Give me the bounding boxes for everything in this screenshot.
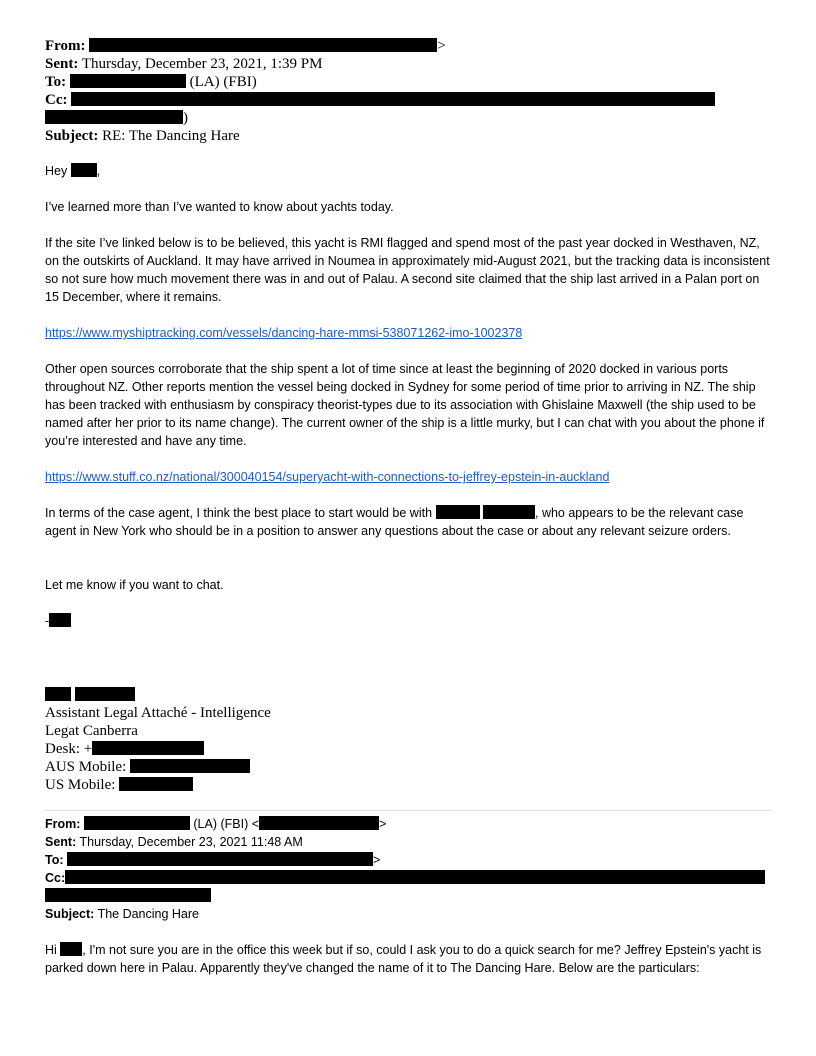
reply-to-label: To: (45, 74, 67, 90)
original-cc-line (45, 869, 765, 887)
greeting-prefix: Hey (45, 164, 68, 178)
redaction (67, 852, 373, 866)
reply-cc-line-2 (45, 109, 188, 127)
redaction (259, 816, 379, 830)
us-mobile-label: US Mobile: (45, 777, 116, 793)
signature-title: Assistant Legal Attaché - Intelligence (45, 705, 271, 721)
reply-cc-tail: ) (183, 110, 188, 126)
original-to-line (45, 851, 380, 869)
redaction (45, 888, 211, 902)
myshiptracking-link[interactable]: https://www.myshiptracking.com/vessels/dancing-hare-mmsi-538071262-imo-1002378 (45, 326, 523, 340)
redaction (75, 687, 135, 701)
signoff-dash: - (45, 614, 50, 628)
original-subject-value: The Dancing Hare (97, 907, 200, 921)
redaction (60, 942, 82, 956)
redaction (119, 777, 193, 791)
reply-cc-line (45, 91, 715, 109)
reply-paragraph-5: Let me know if you want to chat. (45, 578, 224, 592)
aus-mobile-label: AUS Mobile: (45, 759, 127, 775)
redaction (49, 613, 71, 627)
reply-subject-line (45, 127, 240, 145)
redaction (89, 38, 437, 52)
redaction (436, 505, 480, 519)
reply-paragraph-1: I’ve learned more than I’ve wanted to know about yachts today. (45, 200, 394, 214)
redaction (92, 741, 204, 755)
original-body-prefix: Hi (45, 943, 57, 957)
signature-office: Legat Canberra (45, 723, 138, 739)
original-cc-line-2 (45, 887, 211, 905)
reply-subject-label: Subject: (45, 128, 99, 144)
reply-sent-value: Thursday, December 23, 2021, 1:39 PM (81, 56, 323, 72)
reply-to-tail: (LA) (FBI) (189, 74, 257, 90)
redaction (70, 74, 186, 88)
original-from-line (45, 815, 386, 833)
redaction (45, 110, 183, 124)
original-to-label: To: (45, 853, 64, 867)
redaction (45, 687, 71, 701)
original-from-tail: > (379, 817, 387, 831)
reply-from-label: From: (45, 38, 86, 54)
redaction (71, 92, 715, 106)
signature-desk (45, 740, 204, 758)
original-subject-line (45, 905, 199, 923)
reply-from-tail: > (437, 38, 446, 54)
original-sent-value: Thursday, December 23, 2021 11:48 AM (79, 835, 303, 849)
original-from-mid: (LA) (FBI) < (193, 817, 260, 831)
signature-us-mobile (45, 776, 193, 794)
redaction (65, 870, 765, 884)
reply-subject-value: RE: The Dancing Hare (102, 128, 240, 144)
original-sent-label: Sent: (45, 835, 77, 849)
reply-greeting (45, 162, 100, 180)
case-agent-prefix: In terms of the case agent, I think the best place to start would be with (45, 506, 433, 520)
reply-paragraph-3: Other open sources corroborate that the ship spent a lot of time since at least the beginning of 2020 docked in various ports throughout NZ. Other reports mention the vessel being docked in Sydney for some period of time prior to arriving in NZ. The ship has been tracked with enthusiasm by conspiracy theorist-types due to its association with Ghislaine Maxwell (the ship used to be named after her prior to its name change). The current owner of the ship is a little murky, but I can chat with you about the phone if you’re interested and have any time. (45, 362, 765, 448)
original-sent-line (45, 833, 303, 851)
reply-from-line (45, 37, 446, 55)
redaction (71, 163, 97, 177)
reply-to-line (45, 73, 257, 91)
message-divider (45, 810, 772, 811)
case-agent-suffix: , who appears to be the relevant case agent in New York who should be in a position to answer any questions about the case or about any relevant seizure orders. (45, 506, 744, 538)
signature-aus-mobile (45, 758, 250, 776)
reply-sent-label: Sent: (45, 56, 79, 72)
original-body (45, 941, 773, 977)
original-to-tail: > (373, 853, 381, 867)
original-subject-label: Subject: (45, 907, 95, 921)
reply-paragraph-4 (45, 504, 773, 540)
greeting-suffix: , (96, 164, 101, 178)
stuff-news-link[interactable]: https://www.stuff.co.nz/national/300040154/superyacht-with-connections-to-jeffrey-epstein-in-auckland (45, 470, 610, 484)
signature-name (45, 686, 135, 704)
reply-paragraph-2: If the site I’ve linked below is to be believed, this yacht is RMI flagged and spend most of the past year docked in Westhaven, NZ, on the outskirts of Auckland. It may have arrived in Noumea in approximately mid-August 2021, but the tracking data is inconsistent so not sure how much movement there was in and out of Palau. A second site claimed that the ship last arrived in a Palan port on 15 December, where it remains. (45, 236, 770, 304)
reply-link-1-line (45, 324, 522, 342)
reply-link-2-line (45, 468, 609, 486)
redaction (130, 759, 250, 773)
reply-signoff (45, 612, 71, 630)
original-body-suffix: , I'm not sure you are in the office this week but if so, could I ask you to do a quick search for me? Jeffrey Epstein's yacht is parked down here in Palau. Apparently they've changed the name of it to The Dancing Hare. Below are the particulars: (45, 943, 762, 975)
original-cc-label: Cc: (45, 871, 66, 885)
redaction (84, 816, 190, 830)
reply-cc-label: Cc: (45, 92, 68, 108)
desk-label: Desk: + (45, 741, 93, 757)
original-from-label: From: (45, 817, 81, 831)
reply-sent-line (45, 55, 322, 73)
redaction (483, 505, 535, 519)
